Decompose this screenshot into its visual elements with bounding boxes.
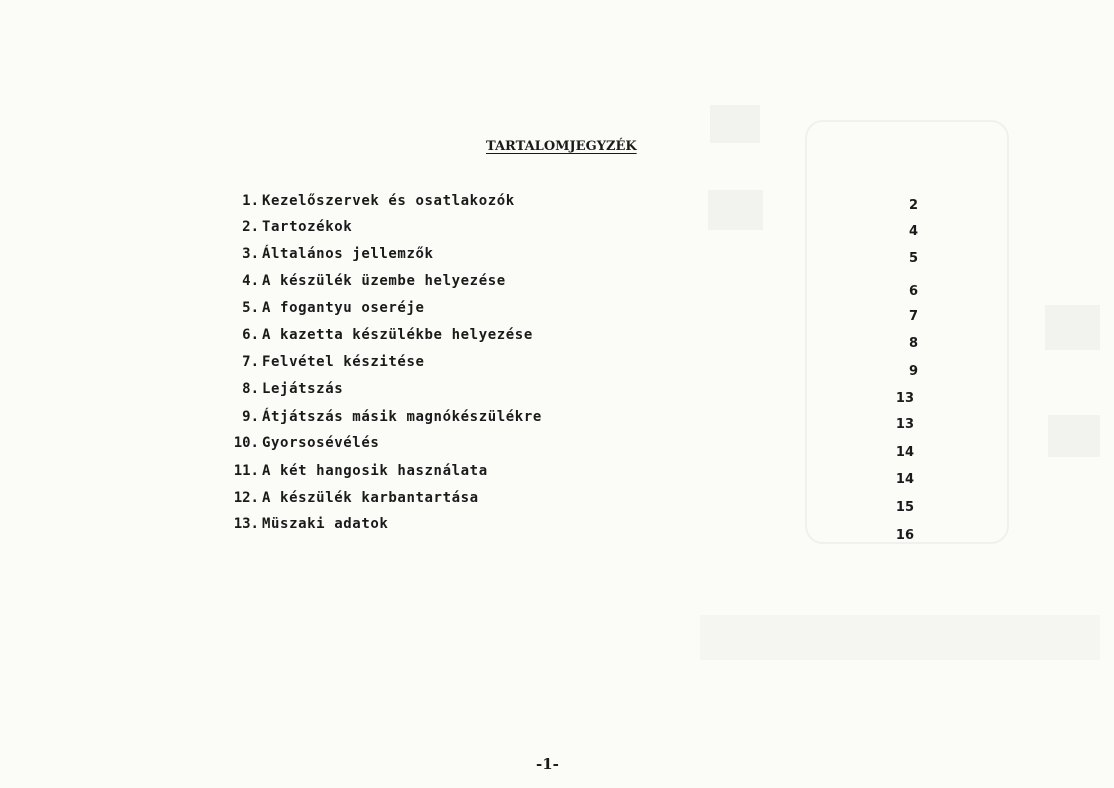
toc-entry-title: Átjátszás másik magnókészülékre	[262, 409, 542, 425]
toc-entry-title: Gyorsosévélés	[262, 435, 380, 451]
toc-page-number: 15	[895, 500, 914, 515]
toc-entry-number: 10.	[233, 435, 259, 451]
toc-entry-number: 13.	[233, 516, 259, 532]
toc-entry-number: 1.	[242, 193, 259, 209]
toc-page-number: 13	[895, 417, 914, 432]
toc-page-number: 9	[908, 364, 918, 379]
toc-entry-number: 3.	[242, 246, 259, 262]
toc-entry	[212, 246, 632, 268]
toc-page-number: 16	[895, 528, 914, 543]
toc-entry-number: 5.	[242, 300, 259, 316]
toc-entry	[212, 381, 632, 403]
toc-entry	[212, 354, 632, 376]
toc-entry-title: A készülék karbantartása	[262, 490, 479, 506]
page-footer-number: -1-	[536, 755, 559, 773]
toc-entry	[212, 300, 632, 322]
toc-page-number: 13	[895, 391, 914, 406]
toc-page-number: 4	[908, 224, 918, 239]
toc-entry	[212, 490, 632, 512]
toc-entry-number: 4.	[242, 273, 259, 289]
toc-entry-title: A két hangosik használata	[262, 463, 488, 479]
toc-entry-number: 12.	[233, 490, 259, 506]
toc-entry-title: Lejátszás	[262, 381, 344, 397]
toc-entry-title: Általános jellemzők	[262, 246, 434, 262]
toc-entry	[212, 516, 632, 538]
toc-page-number: 14	[895, 445, 914, 460]
toc-entry-title: A fogantyu oseréje	[262, 300, 425, 316]
toc-page-number: 5	[908, 251, 918, 266]
toc-entry-number: 9.	[242, 409, 259, 425]
toc-page-number: 8	[908, 336, 918, 351]
toc-page-number: 14	[895, 472, 914, 487]
toc-entry-title: A kazetta készülékbe helyezése	[262, 327, 533, 343]
toc-page-number: 7	[908, 309, 918, 324]
toc-entry-title: Müszaki adatok	[262, 516, 389, 532]
toc-entry-title: Felvétel készitése	[262, 354, 425, 370]
toc-entry-title: A készülék üzembe helyezése	[262, 273, 506, 289]
toc-entry	[212, 327, 632, 349]
toc-entry	[212, 193, 632, 215]
toc-entry-title: Kezelőszervek és osatlakozók	[262, 193, 515, 209]
toc-entry-number: 7.	[242, 354, 259, 370]
toc-entry	[212, 435, 632, 457]
toc-page-number: 2	[908, 198, 918, 213]
toc-entry-number: 8.	[242, 381, 259, 397]
toc-entry-number: 6.	[242, 327, 259, 343]
toc-entry-number: 2.	[242, 219, 259, 235]
toc-entry	[212, 463, 632, 485]
toc-page-number: 6	[908, 284, 918, 299]
bleed-through-mark	[710, 105, 760, 143]
toc-entry	[212, 409, 632, 431]
toc-entry	[212, 219, 632, 241]
toc-entry-number: 11.	[233, 463, 259, 479]
bleed-through-mark	[700, 615, 1100, 660]
bleed-through-mark	[1048, 415, 1100, 457]
bleed-through-mark	[708, 190, 763, 230]
toc-entry-title: Tartozékok	[262, 219, 353, 235]
bleed-through-mark	[1045, 305, 1100, 350]
toc-entry	[212, 273, 632, 295]
page-title: TARTALOMJEGYZÉK	[486, 139, 637, 154]
